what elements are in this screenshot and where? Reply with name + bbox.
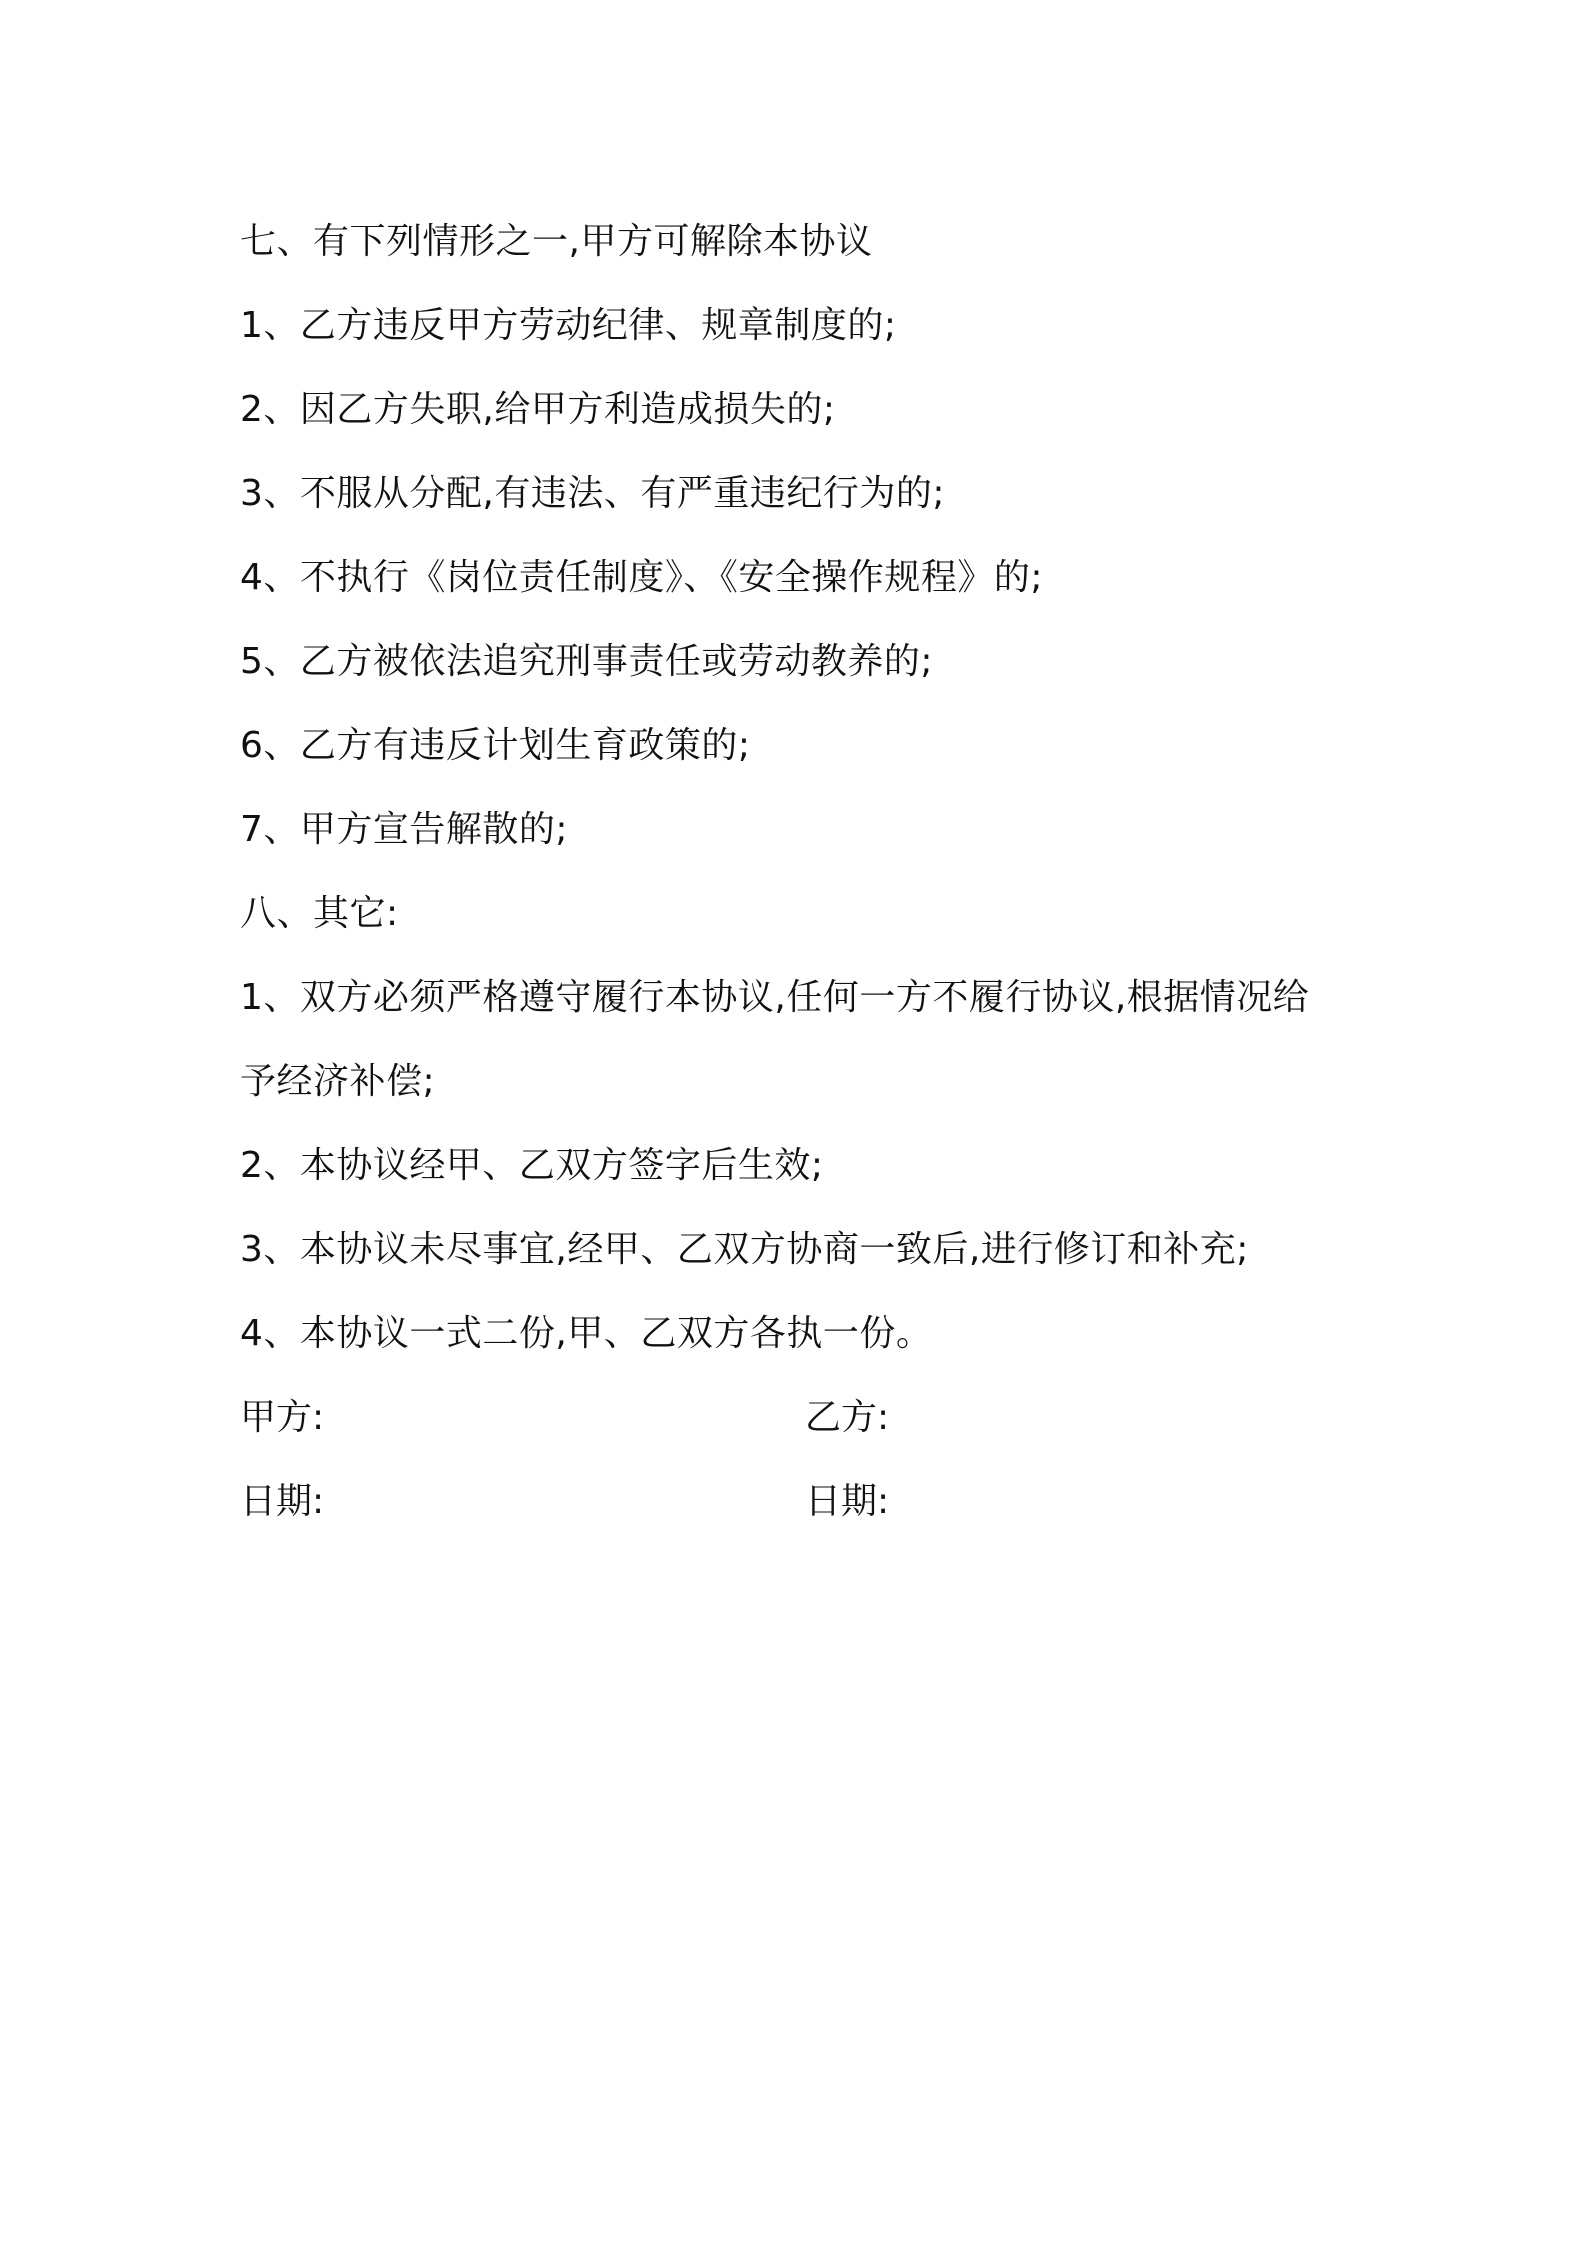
section-7-item-1: 1、乙方违反甲方劳动纪律、规章制度的; xyxy=(240,305,897,346)
section-8-item-2: 2、本协议经甲、乙双方签字后生效; xyxy=(240,1145,824,1186)
section-7-item-2: 2、因乙方失职,给甲方利造成损失的; xyxy=(240,389,836,430)
section-8-item-4: 4、本协议一式二份,甲、乙双方各执一份。 xyxy=(240,1313,933,1354)
section-8-heading: 八、其它: xyxy=(240,893,399,934)
section-8-item-3: 3、本协议未尽事宜,经甲、乙双方协商一致后,进行修订和补充; xyxy=(240,1229,1249,1270)
party-a-label: 甲方: xyxy=(240,1397,325,1438)
party-b-label: 乙方: xyxy=(805,1397,890,1438)
date-row xyxy=(240,1460,1350,1544)
section-8-item-1-line-1: 1、双方必须严格遵守履行本协议,任何一方不履行协议,根据情况给 xyxy=(240,977,1310,1018)
date-a-label: 日期: xyxy=(240,1481,325,1522)
section-7-heading: 七、有下列情形之一,甲方可解除本协议 xyxy=(240,221,873,262)
signature-row xyxy=(240,1376,1350,1460)
date-b-label: 日期: xyxy=(805,1481,890,1522)
section-7-item-3: 3、不服从分配,有违法、有严重违纪行为的; xyxy=(240,473,945,514)
section-8-item-1-line-2: 予经济补偿; xyxy=(240,1061,436,1102)
section-7-item-7: 7、甲方宣告解散的; xyxy=(240,809,569,850)
section-7-item-6: 6、乙方有违反计划生育政策的; xyxy=(240,725,751,766)
section-7-item-4: 4、不执行《岗位责任制度》、《安全操作规程》的; xyxy=(240,557,1044,598)
section-7-item-5: 5、乙方被依法追究刑事责任或劳动教养的; xyxy=(240,641,934,682)
document-body xyxy=(240,200,1350,1544)
